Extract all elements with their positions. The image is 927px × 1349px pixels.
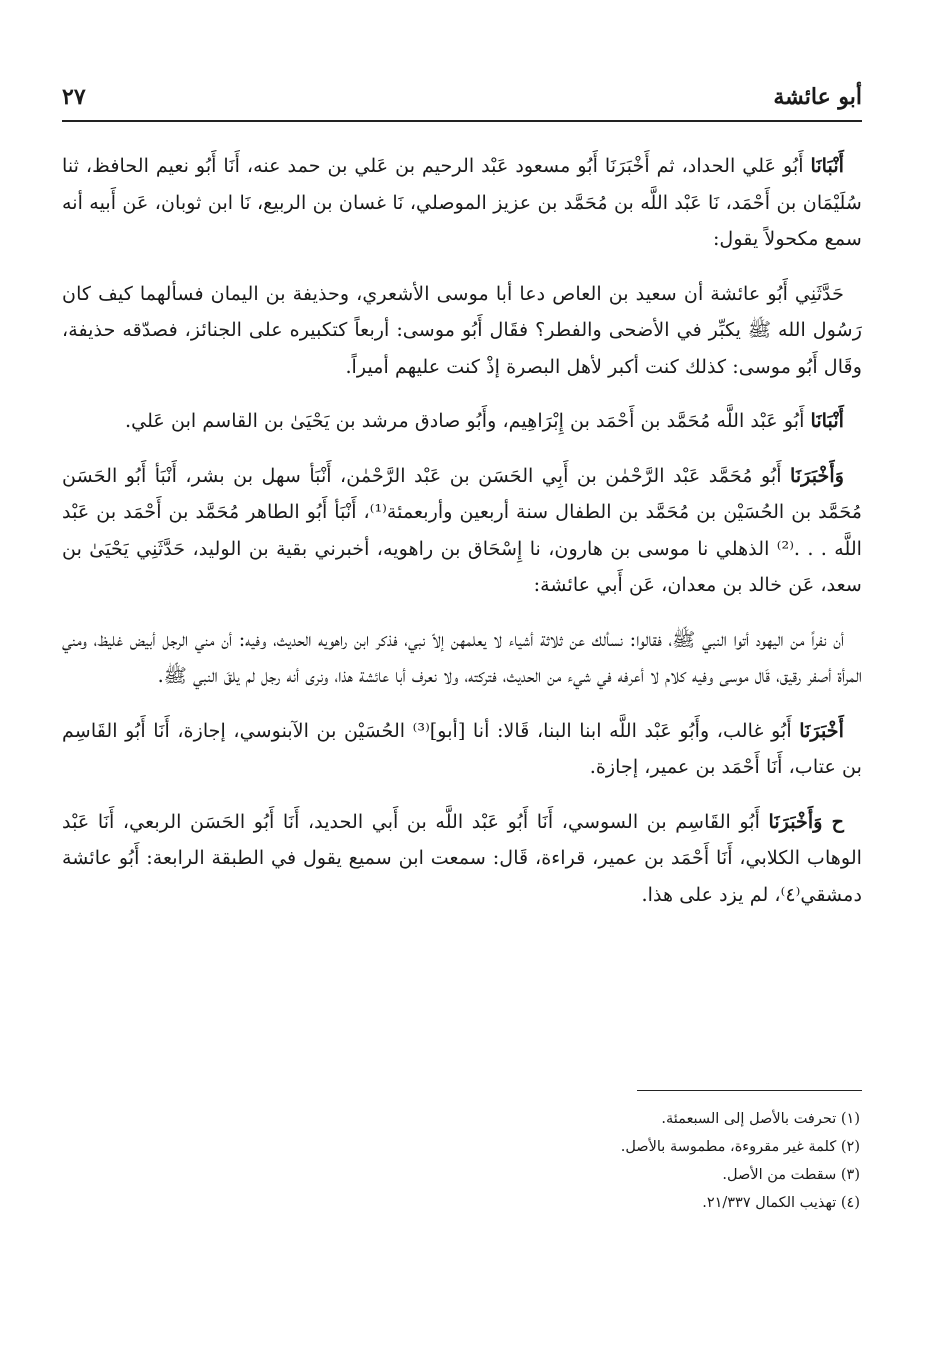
footnote-1: (١) تحرفت بالأصل إلى السبعمئة.: [661, 1111, 860, 1127]
running-title: أبو عائشة: [773, 84, 862, 110]
paragraph-lead: أَنْبَانَا: [810, 409, 844, 432]
paragraph-text: أَبُو غالب، وأَبُو عَبْد اللَّه ابنا البنا، قَالا: أنا [أبو]⁽³⁾ الحُسَيْن بن الآبنوسي، إجازة، أَنَا أَبُو القَاسِم بن عتاب، أَنَا أَحْمَد بن عمير، إجازة.: [62, 718, 862, 778]
paragraph-text: أَبُو القَاسِم بن السوسي، أَنَا أَبُو عَبْد اللَّه بن أَبي الحديد، أَنَا أَبُو الحَسَن الربعي، أَنَا عَبْد الوهاب الكلابي، أَنَا أَحْمَد بن عمير، قراءة، قَال: سمعت ابن سميع يقول في الطبقة الرابعة: أَبُو عائشة دمشقي⁽٤⁾، لم يزد على هذا.: [62, 809, 862, 906]
paragraph-text: حَدَّثَنِي أَبُو عائشة أن سعيد بن العاص دعا أبا موسى الأشعري، وحذيفة بن اليمان فسألهما كيف كان رَسُول الله ﷺ يكبِّر في الأضحى والفطر؟ فقَال أَبُو موسى: أربعاً كتكبيره على الجنائز، فصدّقه حذيفة، وقَال أَبُو موسى: كذلك كنت أكبر لأهل البصرة إذْ كنت عليهم أميراً.: [62, 281, 862, 378]
paragraph-7: [62, 804, 862, 914]
paragraph-lead: أَخْبَرَنَا: [799, 718, 844, 742]
footnote-2: (٢) كلمة غير مقروءة، مطموسة بالأصل.: [620, 1139, 860, 1155]
paragraph-2: [62, 276, 862, 386]
footnote-3: (٣) سقطت من الأصل.: [722, 1167, 860, 1183]
document-page: [62, 70, 863, 1211]
paragraph-3: [62, 403, 862, 440]
body-text: [62, 148, 862, 913]
page-header: [62, 70, 862, 122]
paragraph-text: أن نفراً من اليهود أتوا النبي ﷺ، فقالوا: نسألك عن ثلاثة أشياء لا يعلمهن إلاّ نبي، فذكر ابن راهويه الحديث، وفيه: أن مني الرجل أبيض غليظ، ومني المرأة أصفر رقيق، قَال موسى وفيه كلام لا أعرفه في شيء من الحديث، فتركته، ولا نعرف أبا عائشة هذا، ونرى أنه رجل لم يلقَ النبي ﷺ.: [62, 627, 862, 687]
page-number: ٢٧: [62, 84, 86, 110]
paragraph-6: [62, 713, 862, 786]
paragraph-5: [62, 622, 862, 695]
footnotes: [62, 1090, 862, 1217]
paragraph-lead: ح وَأَخْبَرَنَا: [768, 809, 844, 833]
paragraph-lead: أَنْبَانَا: [810, 154, 844, 177]
paragraph-lead: وَأَخْبَرَنَا: [789, 463, 844, 487]
footnote-4: (٤) تهذيب الكمال ٢١/٣٣٧.: [702, 1195, 860, 1211]
footnote-divider: [637, 1090, 862, 1091]
paragraph-text: أَبُو مُحَمَّد عَبْد الرَّحْمٰن بن أَبِي الحَسَن بن عَبْد الرَّحْمٰن، أَنْبَأ سهل بن بشر، أَنْبَأ أَبُو الحَسَن مُحَمَّد بن الحُسَيْن بن مُحَمَّد بن الطفال سنة أربعين وأربعمئة⁽¹⁾، أَنْبَأ أَبُو الطاهر مُحَمَّد بن أَحْمَد بن عَبْد اللَّه . . .⁽²⁾ الذهلي نا موسى بن هارون، نا إِسْحَاق بن راهويه، أخبرني بقية بن الوليد، حَدَّثَنِي يَحْيَىٰ بن سعد، عَن خالد بن معدان، عَن أَبي عائشة:: [62, 463, 863, 596]
paragraph-4: [62, 458, 862, 604]
paragraph-text: أَبُو عَبْد اللَّه مُحَمَّد بن أَحْمَد بن إِبْرَاهِيم، وأَبُو صادق مرشد بن يَحْيَىٰ بن القاسم ابن عَلي.: [124, 409, 811, 432]
paragraph-text: أَبُو عَلي الحداد، ثم أَخْبَرَنَا أَبُو مسعود عَبْد الرحيم بن عَلي بن حمد عنه، أَنَا أَبُو نعيم الحافظ، ثنا سُلَيْمَان بن أَحْمَد، نَا عَبْد اللَّه بن مُحَمَّد بن عزيز الموصلي، نَا غسان بن الربيع، نَا ابن ثوبان، عَن أَبيه أنه سمع مكحولاً يقول:: [62, 154, 862, 250]
paragraph-1: [62, 148, 862, 258]
